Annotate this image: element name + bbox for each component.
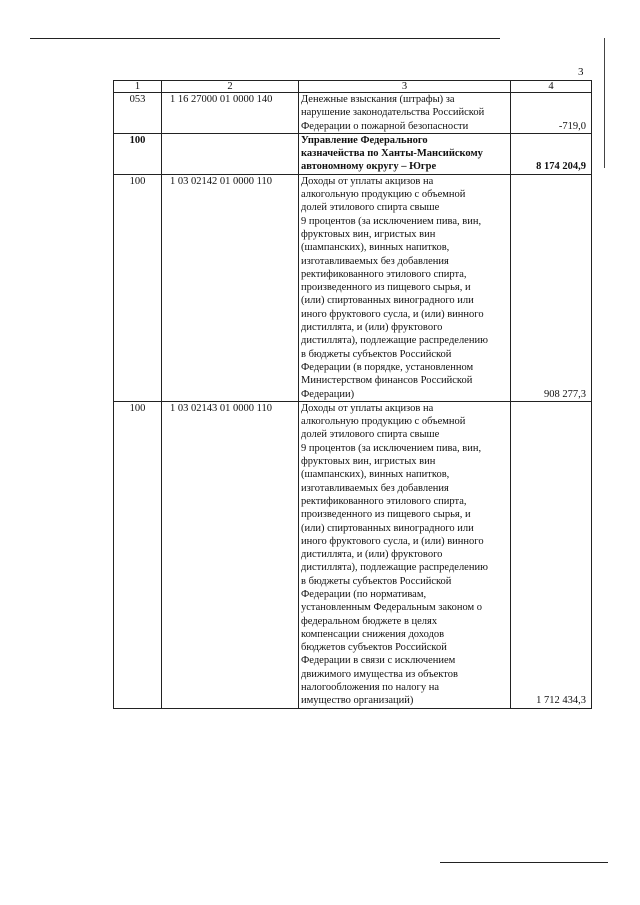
description-line: Федерации о пожарной безопасности	[301, 120, 469, 132]
description-cell	[299, 133, 511, 174]
budget-table	[113, 80, 592, 709]
column-header-2: 2	[162, 81, 299, 93]
table-body	[114, 81, 592, 709]
description-line: Федерации (по нормативам,	[301, 588, 427, 600]
description-line: Доходы от уплаты акцизов на	[301, 175, 434, 187]
admin-code-cell: 100	[114, 174, 162, 401]
description-line: (или) спиртованных виноградного или	[301, 295, 474, 307]
description-line: имущество организаций)	[301, 695, 414, 707]
description-line: алкогольную продукцию с объемной	[301, 416, 466, 428]
description-line: Денежные взыскания (штрафы) за	[301, 94, 455, 105]
description-line: Федерации в связи с исключением	[301, 655, 456, 667]
description-line: казначейства по Ханты-Мансийскому	[301, 148, 483, 160]
description-line: фруктовых вин, игристых вин	[301, 456, 436, 468]
description-line: в бюджеты субъектов Российской	[301, 575, 452, 587]
description-line: (шампанских), винных напитков,	[301, 242, 450, 254]
description-line: установленным Федеральным законом о	[301, 602, 483, 614]
description-line: ректификованного этилового спирта,	[301, 495, 467, 507]
description-line: дистиллята), подлежащие распределению	[301, 335, 488, 347]
description-line: бюджетов субъектов Российской	[301, 642, 447, 654]
description-line: в бюджеты субъектов Российской	[301, 348, 452, 360]
description-line: дистиллята, и (или) фруктового	[301, 322, 443, 334]
kbk-code-cell	[162, 133, 299, 174]
kbk-code-cell: 1 03 02143 01 0000 110	[162, 401, 299, 708]
description-line: долей этилового спирта свыше	[301, 429, 440, 441]
amount-cell: -719,0	[511, 93, 592, 134]
amount-cell: 1 712 434,3	[511, 401, 592, 708]
description-line: автономному округу – Югре	[301, 161, 437, 173]
description-line: Федерации (в порядке, установленном	[301, 361, 474, 373]
description-line: дистиллята), подлежащие распределению	[301, 562, 488, 574]
description-line: Доходы от уплаты акцизов на	[301, 402, 434, 414]
description-line: ректификованного этилового спирта,	[301, 268, 467, 280]
table-row	[114, 401, 592, 708]
top-rule	[30, 38, 500, 39]
description-line: Федерации)	[301, 388, 355, 400]
description-line: федеральном бюджете в целях	[301, 615, 438, 627]
description-line: Управление Федерального	[301, 134, 428, 146]
page-number: 3	[578, 66, 584, 78]
kbk-code-cell: 1 03 02142 01 0000 110	[162, 174, 299, 401]
description-line: произведенного из пищевого сырья, и	[301, 282, 471, 294]
description-line: дистиллята, и (или) фруктового	[301, 549, 443, 561]
admin-code-cell: 053	[114, 93, 162, 134]
description-line: 9 процентов (за исключением пива, вин,	[301, 215, 482, 227]
description-line: долей этилового спирта свыше	[301, 202, 440, 214]
admin-code-cell: 100	[114, 133, 162, 174]
description-line: (шампанских), винных напитков,	[301, 469, 450, 481]
description-line: налогообложения по налогу на	[301, 682, 440, 694]
kbk-code-cell: 1 16 27000 01 0000 140	[162, 93, 299, 134]
description-line: 9 процентов (за исключением пива, вин,	[301, 442, 482, 454]
table-header-row	[114, 81, 592, 93]
description-line: изготавливаемых без добавления	[301, 482, 449, 494]
column-header-3: 3	[299, 81, 511, 93]
description-line: иного фруктового сусла, и (или) винного	[301, 535, 484, 547]
table-row	[114, 174, 592, 401]
column-header-1: 1	[114, 81, 162, 93]
description-line: алкогольную продукцию с объемной	[301, 189, 466, 201]
bottom-rule	[440, 862, 608, 863]
table-row	[114, 133, 592, 174]
right-margin-rule	[604, 38, 605, 168]
description-line: произведенного из пищевого сырья, и	[301, 509, 471, 521]
description-line: движимого имущества из объектов	[301, 668, 458, 680]
description-line: иного фруктового сусла, и (или) винного	[301, 308, 484, 320]
description-cell	[299, 174, 511, 401]
column-header-4: 4	[511, 81, 592, 93]
description-line: фруктовых вин, игристых вин	[301, 228, 436, 240]
description-line: компенсации снижения доходов	[301, 628, 445, 640]
amount-cell: 8 174 204,9	[511, 133, 592, 174]
description-line: изготавливаемых без добавления	[301, 255, 449, 267]
description-line: (или) спиртованных виноградного или	[301, 522, 474, 534]
description-cell	[299, 93, 511, 134]
description-line: нарушение законодательства Российской	[301, 107, 485, 119]
table-row	[114, 93, 592, 134]
description-line: Министерством финансов Российской	[301, 375, 473, 387]
description-cell	[299, 401, 511, 708]
amount-cell: 908 277,3	[511, 174, 592, 401]
admin-code-cell: 100	[114, 401, 162, 708]
